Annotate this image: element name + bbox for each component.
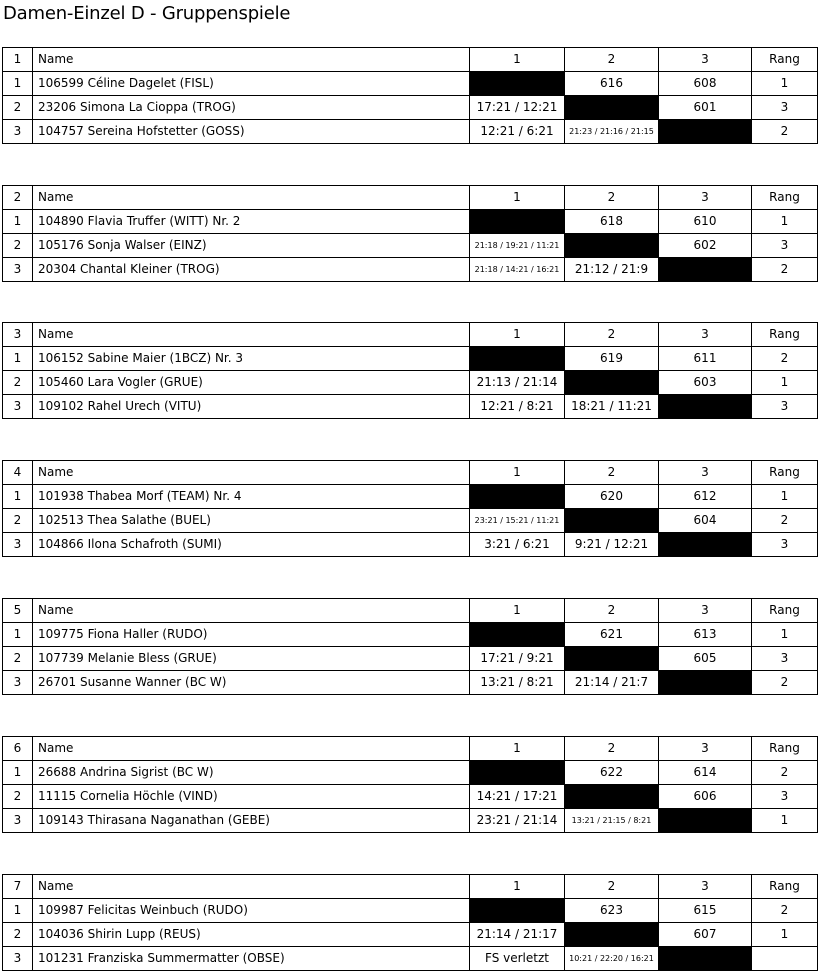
result-cell: 613	[659, 623, 752, 647]
table-row	[3, 258, 818, 282]
rank-cell: 3	[752, 96, 818, 120]
name-header: Name	[33, 323, 470, 347]
table-row	[3, 671, 818, 695]
diagonal-cell	[565, 785, 659, 809]
col-2-header: 2	[565, 48, 659, 72]
rank-cell: 3	[752, 395, 818, 419]
group-table	[2, 185, 818, 282]
group-header-row	[3, 48, 818, 72]
rank-cell	[752, 947, 818, 971]
table-row	[3, 395, 818, 419]
table-row	[3, 761, 818, 785]
col-3-header: 3	[659, 875, 752, 899]
result-cell: 13:21 / 21:15 / 8:21	[565, 809, 659, 833]
table-row	[3, 899, 818, 923]
group-number: 4	[3, 461, 33, 485]
diagonal-cell	[470, 761, 565, 785]
rank-cell: 2	[752, 347, 818, 371]
table-row	[3, 371, 818, 395]
table-row	[3, 120, 818, 144]
table-row	[3, 210, 818, 234]
result-cell: 18:21 / 11:21	[565, 395, 659, 419]
col-3-header: 3	[659, 323, 752, 347]
group-number: 6	[3, 737, 33, 761]
diagonal-cell	[565, 96, 659, 120]
result-cell: 21:13 / 21:14	[470, 371, 565, 395]
result-cell: 622	[565, 761, 659, 785]
result-cell: 607	[659, 923, 752, 947]
rank-cell: 2	[752, 258, 818, 282]
rank-header: Rang	[752, 737, 818, 761]
diagonal-cell	[470, 210, 565, 234]
rank-header: Rang	[752, 461, 818, 485]
row-index: 2	[3, 647, 33, 671]
group-number: 5	[3, 599, 33, 623]
row-index: 1	[3, 623, 33, 647]
player-name: 109102 Rahel Urech (VITU)	[33, 395, 470, 419]
table-row	[3, 947, 818, 971]
rank-cell: 1	[752, 809, 818, 833]
player-name: 101231 Franziska Summermatter (OBSE)	[33, 947, 470, 971]
player-name: 104866 Ilona Schafroth (SUMI)	[33, 533, 470, 557]
col-3-header: 3	[659, 599, 752, 623]
group-table	[2, 736, 818, 833]
group-number: 3	[3, 323, 33, 347]
result-cell: 615	[659, 899, 752, 923]
player-name: 109987 Felicitas Weinbuch (RUDO)	[33, 899, 470, 923]
result-cell: 616	[565, 72, 659, 96]
col-3-header: 3	[659, 461, 752, 485]
name-header: Name	[33, 48, 470, 72]
row-index: 1	[3, 210, 33, 234]
player-name: 26688 Andrina Sigrist (BC W)	[33, 761, 470, 785]
col-1-header: 1	[470, 875, 565, 899]
player-name: 109143 Thirasana Naganathan (GEBE)	[33, 809, 470, 833]
table-row	[3, 72, 818, 96]
table-row	[3, 485, 818, 509]
result-cell: 623	[565, 899, 659, 923]
group-table	[2, 460, 818, 557]
table-row	[3, 923, 818, 947]
row-index: 1	[3, 72, 33, 96]
rank-cell: 2	[752, 899, 818, 923]
group-header-row	[3, 461, 818, 485]
player-name: 104757 Sereina Hofstetter (GOSS)	[33, 120, 470, 144]
result-cell: 619	[565, 347, 659, 371]
rank-header: Rang	[752, 186, 818, 210]
col-3-header: 3	[659, 48, 752, 72]
rank-header: Rang	[752, 323, 818, 347]
rank-cell: 1	[752, 485, 818, 509]
name-header: Name	[33, 599, 470, 623]
player-name: 11115 Cornelia Höchle (VIND)	[33, 785, 470, 809]
group-header-row	[3, 737, 818, 761]
col-2-header: 2	[565, 323, 659, 347]
result-cell: 605	[659, 647, 752, 671]
player-name: 101938 Thabea Morf (TEAM) Nr. 4	[33, 485, 470, 509]
row-index: 1	[3, 347, 33, 371]
name-header: Name	[33, 186, 470, 210]
result-cell: 601	[659, 96, 752, 120]
result-cell: 21:18 / 14:21 / 16:21	[470, 258, 565, 282]
row-index: 2	[3, 785, 33, 809]
rank-header: Rang	[752, 875, 818, 899]
table-row	[3, 785, 818, 809]
diagonal-cell	[565, 647, 659, 671]
row-index: 3	[3, 671, 33, 695]
col-1-header: 1	[470, 599, 565, 623]
diagonal-cell	[470, 623, 565, 647]
group-header-row	[3, 599, 818, 623]
col-1-header: 1	[470, 323, 565, 347]
col-3-header: 3	[659, 186, 752, 210]
player-name: 105176 Sonja Walser (EINZ)	[33, 234, 470, 258]
result-cell: 21:14 / 21:17	[470, 923, 565, 947]
rank-cell: 1	[752, 72, 818, 96]
diagonal-cell	[565, 509, 659, 533]
rank-cell: 1	[752, 210, 818, 234]
name-header: Name	[33, 875, 470, 899]
col-1-header: 1	[470, 186, 565, 210]
row-index: 3	[3, 395, 33, 419]
player-name: 102513 Thea Salathe (BUEL)	[33, 509, 470, 533]
col-3-header: 3	[659, 737, 752, 761]
player-name: 105460 Lara Vogler (GRUE)	[33, 371, 470, 395]
table-row	[3, 509, 818, 533]
row-index: 2	[3, 923, 33, 947]
result-cell: 21:14 / 21:7	[565, 671, 659, 695]
group-table	[2, 322, 818, 419]
result-cell: 13:21 / 8:21	[470, 671, 565, 695]
rank-cell: 1	[752, 923, 818, 947]
diagonal-cell	[470, 72, 565, 96]
result-cell: 21:23 / 21:16 / 21:15	[565, 120, 659, 144]
table-row	[3, 533, 818, 557]
row-index: 2	[3, 509, 33, 533]
rank-cell: 2	[752, 120, 818, 144]
result-cell: 604	[659, 509, 752, 533]
col-2-header: 2	[565, 186, 659, 210]
result-cell: 611	[659, 347, 752, 371]
player-name: 109775 Fiona Haller (RUDO)	[33, 623, 470, 647]
result-cell: 620	[565, 485, 659, 509]
result-cell: 9:21 / 12:21	[565, 533, 659, 557]
result-cell: FS verletzt	[470, 947, 565, 971]
rank-cell: 2	[752, 671, 818, 695]
group-header-row	[3, 323, 818, 347]
group-number: 7	[3, 875, 33, 899]
result-cell: 10:21 / 22:20 / 16:21	[565, 947, 659, 971]
rank-cell: 1	[752, 623, 818, 647]
row-index: 1	[3, 761, 33, 785]
result-cell: 21:18 / 19:21 / 11:21	[470, 234, 565, 258]
result-cell: 12:21 / 8:21	[470, 395, 565, 419]
group-table	[2, 874, 818, 971]
group-number: 2	[3, 186, 33, 210]
diagonal-cell	[659, 395, 752, 419]
result-cell: 17:21 / 9:21	[470, 647, 565, 671]
diagonal-cell	[470, 899, 565, 923]
col-2-header: 2	[565, 599, 659, 623]
name-header: Name	[33, 737, 470, 761]
result-cell: 610	[659, 210, 752, 234]
rank-header: Rang	[752, 48, 818, 72]
col-1-header: 1	[470, 737, 565, 761]
rank-cell: 3	[752, 647, 818, 671]
group-header-row	[3, 186, 818, 210]
result-cell: 614	[659, 761, 752, 785]
diagonal-cell	[659, 809, 752, 833]
player-name: 106152 Sabine Maier (1BCZ) Nr. 3	[33, 347, 470, 371]
row-index: 3	[3, 120, 33, 144]
row-index: 3	[3, 947, 33, 971]
rank-cell: 2	[752, 761, 818, 785]
col-1-header: 1	[470, 48, 565, 72]
row-index: 3	[3, 258, 33, 282]
rank-cell: 3	[752, 533, 818, 557]
rank-header: Rang	[752, 599, 818, 623]
diagonal-cell	[565, 371, 659, 395]
result-cell: 621	[565, 623, 659, 647]
page-title: Damen-Einzel D - Gruppenspiele	[3, 3, 291, 24]
col-1-header: 1	[470, 461, 565, 485]
player-name: 104036 Shirin Lupp (REUS)	[33, 923, 470, 947]
table-row	[3, 623, 818, 647]
diagonal-cell	[659, 947, 752, 971]
row-index: 3	[3, 533, 33, 557]
result-cell: 14:21 / 17:21	[470, 785, 565, 809]
result-cell: 603	[659, 371, 752, 395]
rank-cell: 3	[752, 234, 818, 258]
result-cell: 602	[659, 234, 752, 258]
col-2-header: 2	[565, 875, 659, 899]
result-cell: 606	[659, 785, 752, 809]
diagonal-cell	[659, 671, 752, 695]
result-cell: 608	[659, 72, 752, 96]
row-index: 3	[3, 809, 33, 833]
table-row	[3, 347, 818, 371]
group-table	[2, 47, 818, 144]
diagonal-cell	[659, 120, 752, 144]
row-index: 1	[3, 899, 33, 923]
row-index: 2	[3, 96, 33, 120]
table-row	[3, 647, 818, 671]
table-row	[3, 234, 818, 258]
row-index: 2	[3, 234, 33, 258]
diagonal-cell	[470, 485, 565, 509]
player-name: 107739 Melanie Bless (GRUE)	[33, 647, 470, 671]
diagonal-cell	[659, 258, 752, 282]
name-header: Name	[33, 461, 470, 485]
diagonal-cell	[565, 923, 659, 947]
diagonal-cell	[565, 234, 659, 258]
diagonal-cell	[470, 347, 565, 371]
row-index: 2	[3, 371, 33, 395]
rank-cell: 1	[752, 371, 818, 395]
col-2-header: 2	[565, 737, 659, 761]
player-name: 106599 Céline Dagelet (FISL)	[33, 72, 470, 96]
rank-cell: 2	[752, 509, 818, 533]
player-name: 20304 Chantal Kleiner (TROG)	[33, 258, 470, 282]
row-index: 1	[3, 485, 33, 509]
table-row	[3, 96, 818, 120]
result-cell: 618	[565, 210, 659, 234]
table-row	[3, 809, 818, 833]
group-table	[2, 598, 818, 695]
group-header-row	[3, 875, 818, 899]
result-cell: 3:21 / 6:21	[470, 533, 565, 557]
player-name: 26701 Susanne Wanner (BC W)	[33, 671, 470, 695]
col-2-header: 2	[565, 461, 659, 485]
group-number: 1	[3, 48, 33, 72]
diagonal-cell	[659, 533, 752, 557]
result-cell: 17:21 / 12:21	[470, 96, 565, 120]
rank-cell: 3	[752, 785, 818, 809]
player-name: 104890 Flavia Truffer (WITT) Nr. 2	[33, 210, 470, 234]
result-cell: 612	[659, 485, 752, 509]
result-cell: 23:21 / 21:14	[470, 809, 565, 833]
result-cell: 12:21 / 6:21	[470, 120, 565, 144]
result-cell: 21:12 / 21:9	[565, 258, 659, 282]
player-name: 23206 Simona La Cioppa (TROG)	[33, 96, 470, 120]
result-cell: 23:21 / 15:21 / 11:21	[470, 509, 565, 533]
